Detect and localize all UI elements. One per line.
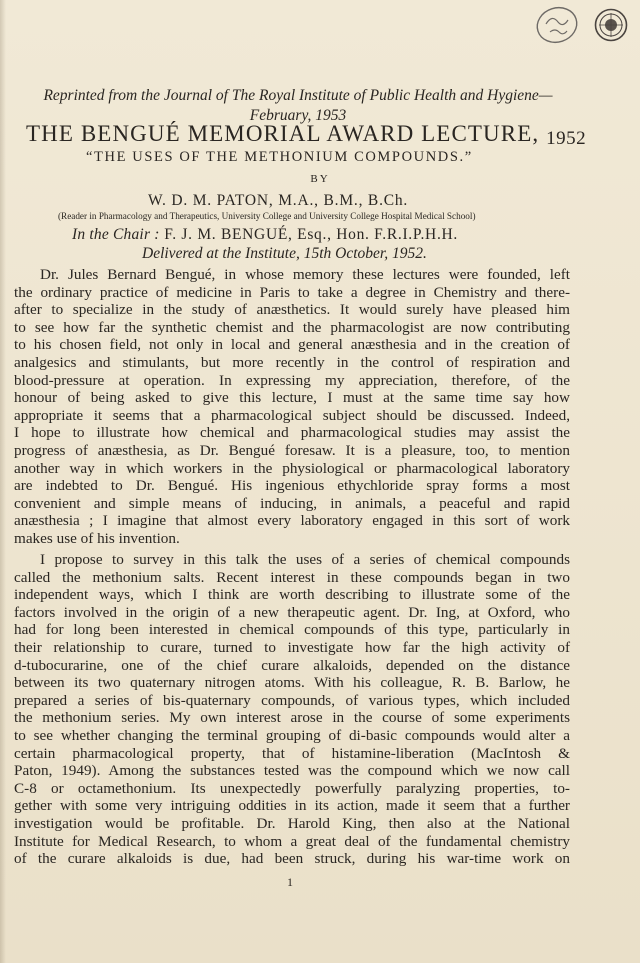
text-line: I hope to illustrate how chemical and pharmacological studies may assist the bbox=[14, 424, 570, 442]
reprint-source-line: Reprinted from the Journal of The Royal Institute of Public Health and Hygiene— bbox=[43, 87, 553, 104]
text-line: independent ways, which I think are worth describing to illustrate some of the bbox=[14, 586, 570, 604]
author-affiliation: (Reader in Pharmacology and Therapeutics, University College and University College Hospital Medical School) bbox=[58, 211, 476, 221]
text-line: another way in which workers in the physiological or pharmacological laboratory bbox=[14, 459, 570, 477]
paragraph-1 bbox=[14, 266, 570, 548]
text-line: to his chosen field, not only in local and general anæsthesia and in the creation of bbox=[14, 336, 570, 354]
lecture-year: 1952 bbox=[546, 128, 587, 149]
lecture-title bbox=[26, 121, 606, 147]
lecture-subtitle: “THE USES OF THE METHONIUM COMPOUNDS.” bbox=[86, 149, 473, 165]
text-line: factors involved in the origin of a new therapeutic agent. Dr. Ing, at Oxford, who bbox=[14, 603, 570, 621]
text-line: between its two quaternary nitrogen atoms. With his colleague, R. B. Barlow, he bbox=[14, 674, 570, 692]
text-line: certain pharmacological property, that of histamine-liberation (MacIntosh & bbox=[14, 744, 570, 762]
chair-label: In the Chair : bbox=[72, 226, 160, 243]
text-line: progress of anæsthesia, as Dr. Bengué foresaw. It is a pleasure, too, to mention bbox=[14, 441, 570, 459]
text-line: analgesics and stimulants, but more recently in the control of respiration and bbox=[14, 353, 570, 371]
text-line: honour of being asked to give this lecture, I must at the same time say how bbox=[14, 389, 570, 407]
text-line: Dr. Jules Bernard Bengué, in whose memory these lectures were founded, left bbox=[40, 266, 570, 283]
library-stamp-icon bbox=[534, 4, 580, 46]
text-line: Institute for Medical Research, to whom a great deal of the fundamental chemistry bbox=[14, 832, 570, 850]
text-line: the ordinary practice of medicine in Paris to take a degree in Chemistry and there- bbox=[14, 283, 570, 301]
text-line: makes use of his invention. bbox=[14, 529, 180, 547]
text-line: C-8 or octamethonium. Its unexpectedly powerfully paralyzing properties, to- bbox=[14, 779, 570, 797]
chair-name: F. J. M. BENGUÉ, Esq., Hon. F.R.I.P.H.H. bbox=[164, 226, 458, 243]
text-line: called the methonium salts. Recent interest in these compounds began in two bbox=[14, 568, 570, 586]
text-line: are indebted to Dr. Bengué. His ingenious ethychloride spray forms a most bbox=[14, 477, 570, 495]
page-number: 1 bbox=[287, 875, 293, 889]
reprint-notice bbox=[18, 86, 578, 126]
text-line: after to specialize in the study of anæsthetics. It would surely have pleased him bbox=[14, 301, 570, 319]
text-line: investigation would be profitable. Dr. Harold King, then also at the National bbox=[14, 814, 570, 832]
text-line: d-tubocurarine, one of the chief curare alkaloids, depended on the distance bbox=[14, 656, 570, 674]
reprint-date-line: February, 1953 bbox=[249, 107, 347, 124]
by-label: BY bbox=[310, 173, 330, 185]
seal-stamp-icon bbox=[594, 8, 628, 42]
text-line: prepared a series of bis-quaternary compounds, of various types, which included bbox=[14, 691, 570, 709]
text-line: Paton, 1949). Among the substances tested was the compound which we now call bbox=[14, 762, 570, 780]
page-edge-shadow bbox=[0, 0, 6, 963]
author-name: W. D. M. PATON, M.A., B.M., B.Ch. bbox=[148, 192, 409, 209]
text-line: convenient and simple means of inducing, in animals, a peaceful and rapid bbox=[14, 494, 570, 512]
delivery-note: Delivered at the Institute, 15th October, 1952. bbox=[142, 245, 427, 262]
chair-line bbox=[72, 226, 592, 244]
text-line: their relationship to curare, turned to investigate how far the high activity of bbox=[14, 638, 570, 656]
text-line: anæsthesia ; I imagine that almost every laboratory engaged in this sort of work bbox=[14, 512, 570, 530]
text-line: of the curare alkaloids is due, had been struck, during his war-time work on bbox=[14, 850, 570, 868]
text-line: blood-pressure at operation. In expressing my appreciation, therefore, of the bbox=[14, 371, 570, 389]
text-line: to see whether changing the terminal grouping of di-basic compounds would alter a bbox=[14, 726, 570, 744]
paragraph-2 bbox=[14, 551, 570, 868]
text-line: the methonium series. My own interest arose in the course of some experiments bbox=[14, 709, 570, 727]
text-line: I propose to survey in this talk the uses of a series of chemical compounds bbox=[40, 551, 570, 568]
text-line: to see how far the synthetic chemist and the pharmacologist are now contributing bbox=[14, 318, 570, 336]
text-line: appropriate it seems that a pharmacological subject should be discussed. Indeed, bbox=[14, 406, 570, 424]
text-line: gether with some very intriguing oddities in its action, made it seem that a further bbox=[14, 797, 570, 815]
text-line: had for long been interested in chemical compounds of this type, particularly in bbox=[14, 621, 570, 639]
lecture-title-text: THE BENGUÉ MEMORIAL AWARD LECTURE, bbox=[26, 121, 540, 146]
